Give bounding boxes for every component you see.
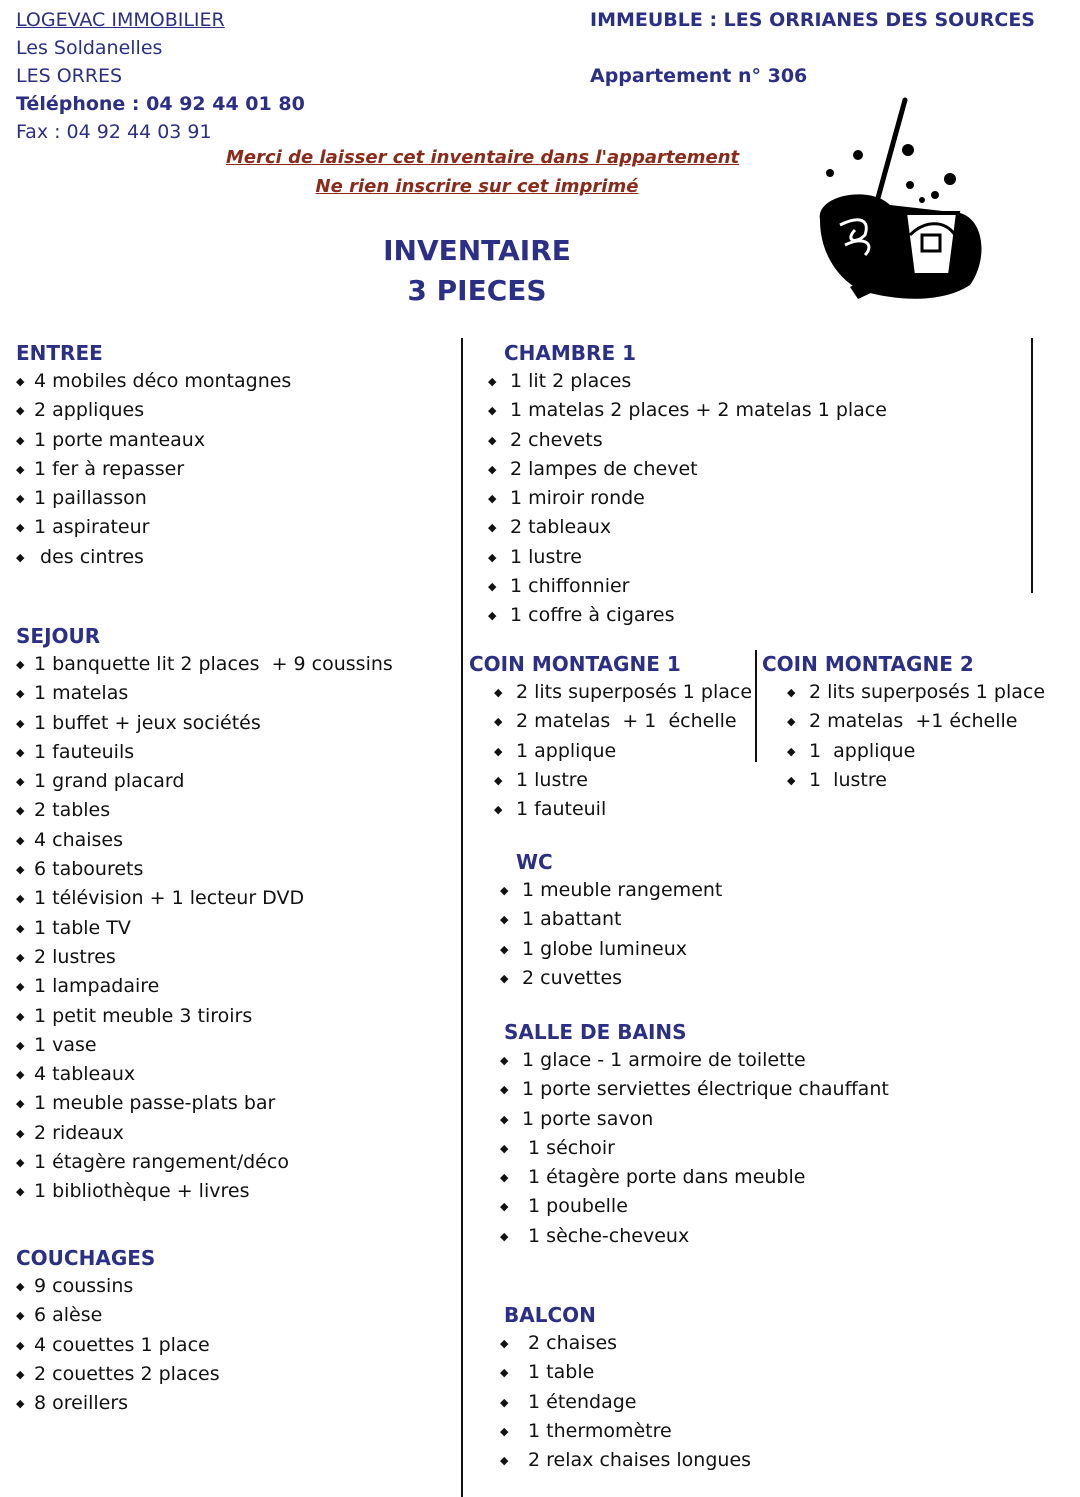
section-title: COUCHAGES [16, 1246, 156, 1270]
list-item [16, 455, 291, 484]
bullet-icon: ◆ [488, 462, 497, 476]
bullet-icon: ◆ [500, 1112, 509, 1126]
bullet-icon: ◆ [494, 715, 503, 729]
list-item [500, 1192, 889, 1221]
item-text: 1 matelas 2 places + 2 matelas 1 place [510, 399, 887, 422]
bullet-icon: ◆ [16, 433, 25, 447]
item-text: 1 applique [809, 739, 916, 762]
section-salle-de-bains [500, 1018, 889, 1251]
item-list [16, 1272, 220, 1418]
bullet-icon: ◆ [16, 980, 25, 994]
item-text: 4 chaises [34, 828, 124, 851]
item-text: 2 chevets [510, 428, 603, 451]
list-item [16, 1002, 393, 1031]
item-text: 1 table TV [34, 916, 131, 939]
list-item [500, 1134, 889, 1163]
bullet-icon: ◆ [488, 609, 497, 623]
bullet-icon: ◆ [500, 884, 509, 897]
bullet-icon: ◆ [16, 745, 25, 759]
agency-name: LOGEVAC IMMOBILIER [16, 9, 225, 31]
title-line2: 3 PIECES [407, 274, 547, 307]
list-item [16, 1301, 220, 1330]
list-item [488, 484, 887, 513]
section-title: SALLE DE BAINS [504, 1020, 687, 1044]
section-coin-montagne1 [469, 650, 752, 824]
item-text: 1 buffet + jeux sociétés [34, 711, 261, 734]
item-text: 1 étagère rangement/déco [34, 1151, 289, 1174]
bullet-icon: ◆ [787, 773, 796, 787]
list-item [16, 513, 291, 542]
agency-address-line1: Les Soldanelles [16, 37, 163, 59]
item-text: 1 télévision + 1 lecteur DVD [34, 887, 305, 910]
building-label: IMMEUBLE : LES ORRIANES DES SOURCES [590, 9, 1035, 31]
item-text: 2 lits superposés 1 place [809, 681, 1046, 703]
list-item [500, 876, 722, 905]
item-list [500, 876, 722, 993]
item-text: 4 couettes 1 place [34, 1333, 210, 1356]
item-text: 2 tableaux [510, 516, 612, 539]
list-item [500, 1417, 751, 1446]
list-item [16, 650, 393, 679]
item-text: 4 tableaux [34, 1063, 136, 1086]
item-text: 1 aspirateur [34, 516, 150, 539]
bullet-icon: ◆ [488, 375, 497, 388]
section-title: WC [516, 850, 553, 874]
bullet-icon: ◆ [16, 863, 25, 877]
bullet-icon: ◆ [16, 1009, 25, 1023]
list-item [16, 1119, 393, 1148]
item-text: 1 paillasson [34, 487, 147, 510]
bullet-icon: ◆ [16, 1185, 25, 1199]
item-text: 1 poubelle [522, 1195, 628, 1218]
page-title [327, 231, 627, 311]
section-title: COIN MONTAGNE 1 [469, 652, 681, 676]
bullet-icon: ◆ [500, 1424, 509, 1438]
item-text: 2 couettes 2 places [34, 1362, 220, 1385]
list-item [488, 396, 887, 425]
item-text: 1 lit 2 places [510, 370, 632, 392]
bullet-icon: ◆ [500, 971, 509, 985]
item-text: 1 globe lumineux [522, 937, 688, 960]
list-item [500, 1329, 751, 1358]
bullet-icon: ◆ [488, 580, 497, 594]
list-item [16, 679, 393, 708]
bullet-icon: ◆ [500, 942, 509, 956]
list-item [16, 972, 393, 1001]
item-text: 1 glace - 1 armoire de toilette [522, 1049, 806, 1071]
item-text: 1 bibliothèque + livres [34, 1180, 250, 1203]
item-text: 2 tables [34, 799, 111, 822]
item-list [500, 1046, 889, 1251]
bullet-icon: ◆ [494, 744, 503, 758]
bullet-icon: ◆ [787, 686, 796, 699]
bullet-icon: ◆ [16, 1038, 25, 1052]
bullet-icon: ◆ [787, 744, 796, 758]
list-item [488, 367, 887, 396]
title-line1: INVENTAIRE [383, 234, 571, 267]
notice-leave-inventory: Merci de laisser cet inventaire dans l'appartement [226, 147, 740, 168]
bullet-icon: ◆ [16, 462, 25, 476]
bullet-icon: ◆ [500, 1083, 509, 1097]
item-text: 6 alèse [34, 1304, 103, 1327]
list-item [500, 905, 722, 934]
list-item [16, 709, 393, 738]
agency-fax: Fax : 04 92 44 03 91 [16, 121, 212, 143]
list-item [16, 426, 291, 455]
bullet-icon: ◆ [500, 1454, 509, 1468]
bullet-icon: ◆ [16, 1126, 25, 1140]
item-text: 1 porte manteaux [34, 428, 206, 451]
item-text: 2 matelas + 1 échelle [516, 710, 737, 733]
section-title: ENTREE [16, 341, 103, 365]
list-item [16, 943, 393, 972]
item-list [16, 650, 393, 1207]
bullet-icon: ◆ [16, 1097, 25, 1111]
item-text: 1 miroir ronde [510, 487, 645, 510]
list-item [494, 795, 752, 824]
list-item [787, 766, 1045, 795]
list-item [500, 1163, 889, 1192]
bullet-icon: ◆ [16, 892, 25, 906]
item-text: 2 appliques [34, 399, 145, 422]
list-item [16, 826, 393, 855]
item-text: 1 chiffonnier [510, 575, 630, 598]
list-item [16, 914, 393, 943]
item-list [500, 1329, 751, 1475]
list-item [488, 543, 887, 572]
item-text: 1 étagère porte dans meuble [522, 1166, 806, 1189]
bullet-icon: ◆ [16, 1367, 25, 1381]
list-item [494, 707, 752, 736]
item-text: 2 matelas +1 échelle [809, 710, 1018, 733]
item-text: 1 thermomètre [522, 1419, 672, 1442]
list-item [16, 1272, 220, 1301]
list-item [16, 396, 291, 425]
item-text: 1 fauteuils [34, 740, 135, 763]
bullet-icon: ◆ [16, 1397, 25, 1411]
item-text: 1 porte savon [522, 1107, 654, 1130]
list-item [494, 737, 752, 766]
item-text: 9 coussins [34, 1275, 134, 1297]
bullet-icon: ◆ [16, 1156, 25, 1170]
list-item [500, 1446, 751, 1475]
bullet-icon: ◆ [500, 1229, 509, 1243]
apartment-number: Appartement n° 306 [590, 65, 808, 87]
bullet-icon: ◆ [488, 404, 497, 418]
list-item [16, 367, 291, 396]
section-couchages [16, 1244, 220, 1418]
list-item [16, 1331, 220, 1360]
item-text: 6 tabourets [34, 858, 144, 881]
item-text: 1 séchoir [522, 1136, 615, 1159]
list-item [16, 1360, 220, 1389]
item-text: 2 lustres [34, 945, 116, 968]
bullet-icon: ◆ [500, 1337, 509, 1350]
section-title: BALCON [504, 1303, 596, 1327]
list-item [500, 964, 722, 993]
column-divider-main [461, 338, 463, 1497]
item-text: 1 coffre à cigares [510, 604, 675, 627]
bullet-icon: ◆ [16, 404, 25, 418]
bullet-icon: ◆ [500, 1171, 509, 1185]
bullet-icon: ◆ [16, 1338, 25, 1352]
bullet-icon: ◆ [488, 550, 497, 564]
list-item [787, 707, 1045, 736]
section-title: COIN MONTAGNE 2 [762, 652, 974, 676]
item-text: 1 sèche-cheveux [522, 1224, 690, 1247]
item-text: 1 porte serviettes électrique chauffant [522, 1078, 889, 1101]
list-item [16, 855, 393, 884]
column-divider-coin [755, 650, 757, 762]
list-item [16, 738, 393, 767]
list-item [16, 767, 393, 796]
item-text: 2 lits superposés 1 place [516, 681, 753, 703]
list-item [16, 1177, 393, 1206]
list-item [500, 1105, 889, 1134]
list-item [488, 426, 887, 455]
bullet-icon: ◆ [500, 1366, 509, 1380]
section-sejour [16, 622, 393, 1207]
item-text: 1 vase [34, 1033, 97, 1056]
item-text: 2 relax chaises longues [522, 1449, 752, 1472]
list-item [500, 1075, 889, 1104]
notice-do-not-write: Ne rien inscrire sur cet imprimé [315, 176, 639, 197]
bullet-icon: ◆ [16, 950, 25, 964]
item-text: 1 table [522, 1361, 595, 1384]
item-text: 1 étendage [522, 1390, 637, 1413]
list-item [488, 601, 887, 630]
item-text: 1 lustre [510, 545, 582, 568]
item-list [16, 367, 291, 572]
list-item [16, 1031, 393, 1060]
list-item [16, 1089, 393, 1118]
item-text: des cintres [34, 545, 144, 568]
list-item [787, 737, 1045, 766]
list-item [16, 884, 393, 913]
bullet-icon: ◆ [16, 550, 25, 564]
list-item [494, 678, 752, 707]
item-list [762, 678, 1045, 795]
item-text: 2 cuvettes [522, 966, 623, 989]
bullet-icon: ◆ [16, 804, 25, 818]
item-text: 2 rideaux [34, 1121, 124, 1144]
item-text: 1 applique [516, 739, 617, 762]
item-text: 1 meuble rangement [522, 879, 723, 901]
list-item [16, 484, 291, 513]
bullet-icon: ◆ [787, 715, 796, 729]
bullet-icon: ◆ [16, 521, 25, 535]
item-text: 1 lustre [516, 768, 588, 791]
item-text: 1 fauteuil [516, 798, 607, 821]
item-text: 1 fer à repasser [34, 457, 185, 480]
item-text: 1 petit meuble 3 tiroirs [34, 1004, 253, 1027]
list-item [500, 1046, 889, 1075]
item-text: 1 grand placard [34, 770, 185, 793]
bullet-icon: ◆ [500, 1141, 509, 1155]
item-list [488, 367, 887, 631]
bullet-icon: ◆ [16, 921, 25, 935]
item-text: 8 oreillers [34, 1392, 129, 1415]
list-item [494, 766, 752, 795]
list-item [500, 935, 722, 964]
bullet-icon: ◆ [16, 716, 25, 730]
section-wc [500, 848, 722, 993]
section-title: CHAMBRE 1 [504, 341, 636, 365]
item-text: 1 matelas [34, 682, 129, 705]
list-item [16, 1148, 393, 1177]
section-title: SEJOUR [16, 624, 101, 648]
section-entree [16, 339, 291, 572]
list-item [16, 1389, 220, 1418]
item-text: 2 chaises [522, 1332, 618, 1354]
column-divider-right [1031, 338, 1033, 593]
item-list [469, 678, 752, 824]
bullet-icon: ◆ [16, 492, 25, 506]
bullet-icon: ◆ [494, 803, 503, 817]
item-text: 1 banquette lit 2 places + 9 coussins [34, 653, 393, 675]
bullet-icon: ◆ [16, 375, 25, 388]
bullet-icon: ◆ [500, 1395, 509, 1409]
section-coin-montagne2 [762, 650, 1045, 795]
item-text: 1 abattant [522, 908, 622, 931]
bullet-icon: ◆ [16, 775, 25, 789]
bullet-icon: ◆ [500, 1054, 509, 1067]
bullet-icon: ◆ [16, 1280, 25, 1293]
list-item [500, 1388, 751, 1417]
bullet-icon: ◆ [494, 686, 503, 699]
agency-phone: Téléphone : 04 92 44 01 80 [16, 93, 305, 115]
bullet-icon: ◆ [16, 1068, 25, 1082]
item-text: 1 lampadaire [34, 975, 160, 998]
section-balcon [500, 1301, 751, 1475]
mop-bucket-illustration [810, 95, 985, 305]
list-item [16, 1060, 393, 1089]
bullet-icon: ◆ [500, 913, 509, 927]
section-chambre1 [488, 339, 887, 631]
list-item [500, 1358, 751, 1387]
bullet-icon: ◆ [488, 521, 497, 535]
agency-address-line2: LES ORRES [16, 65, 123, 87]
bullet-icon: ◆ [488, 492, 497, 506]
bullet-icon: ◆ [16, 658, 25, 671]
bullet-icon: ◆ [16, 687, 25, 701]
item-text: 1 lustre [809, 768, 887, 791]
bullet-icon: ◆ [494, 773, 503, 787]
item-text: 4 mobiles déco montagnes [34, 370, 292, 392]
bullet-icon: ◆ [16, 833, 25, 847]
list-item [488, 455, 887, 484]
list-item [16, 543, 291, 572]
bullet-icon: ◆ [500, 1200, 509, 1214]
list-item [16, 796, 393, 825]
list-item [500, 1222, 889, 1251]
bullet-icon: ◆ [488, 433, 497, 447]
list-item [488, 513, 887, 542]
list-item [488, 572, 887, 601]
item-text: 1 meuble passe-plats bar [34, 1092, 276, 1115]
item-text: 2 lampes de chevet [510, 457, 698, 480]
bullet-icon: ◆ [16, 1309, 25, 1323]
list-item [787, 678, 1045, 707]
